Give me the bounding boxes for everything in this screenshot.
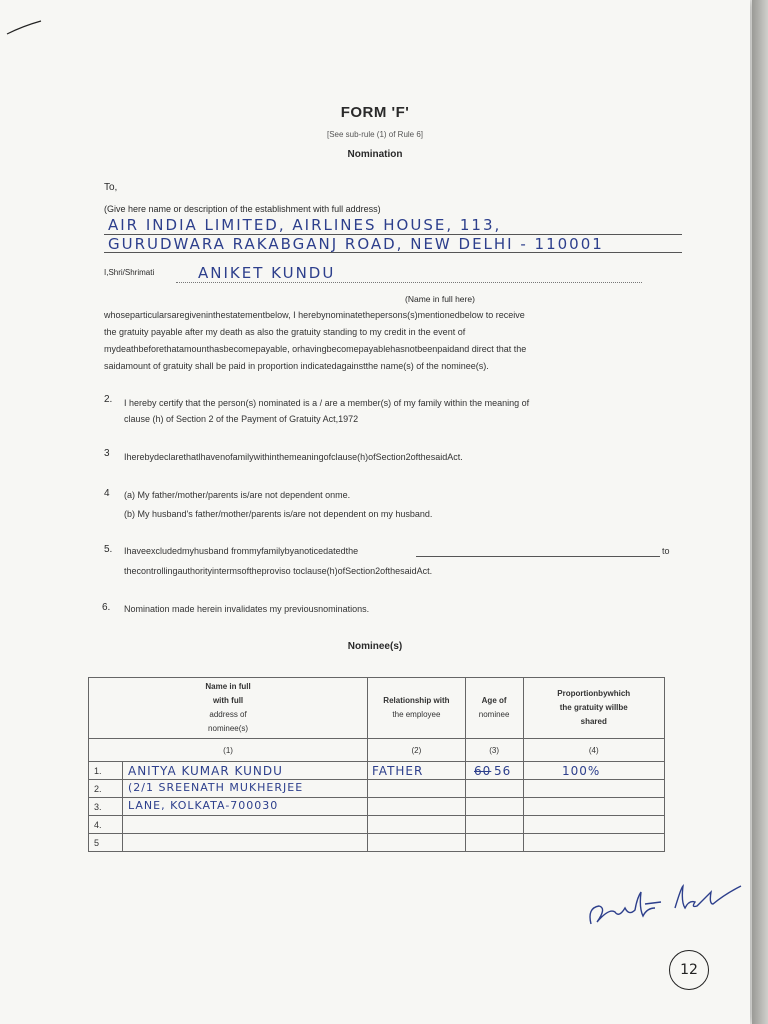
nominee-age-struck: 60 xyxy=(474,764,492,778)
row-number: 1. xyxy=(89,762,123,780)
cell-name xyxy=(122,816,367,834)
item-4a-text: (a) My father/mother/parents is/are not dependent onme. xyxy=(124,490,351,500)
paragraph-line: mydeathbeforethatamounthasbecomepayable, orhavingbecomepayablehasnotbeenpaidand direct that the xyxy=(104,344,527,354)
row-number: 5 xyxy=(89,834,123,852)
notice-date-line xyxy=(416,556,660,557)
table-row xyxy=(89,834,665,852)
header-text: the employee xyxy=(392,710,441,719)
item-3-text: Iherebydeclarethatlhavenofamilywithinthemeaningofclause(h)ofSection2ofthesaidAct. xyxy=(124,452,463,462)
cell-share xyxy=(523,798,665,816)
header-text: Age of xyxy=(481,696,507,705)
nominee-relationship: FATHER xyxy=(372,764,424,778)
cell-age xyxy=(465,816,523,834)
header-text: nominee(s) xyxy=(208,724,249,733)
declaration-paragraph xyxy=(104,307,642,375)
header-text: Relationship with xyxy=(383,696,450,705)
signature xyxy=(585,878,745,938)
header-text: Proportionbywhich xyxy=(557,689,631,698)
name-hint: (Name in full here) xyxy=(405,294,475,304)
cell-age xyxy=(465,834,523,852)
item-4b-text: (b) My husband's father/mother/parents is/are not dependent on my husband. xyxy=(124,509,433,519)
header-relationship xyxy=(368,678,466,739)
establishment-address-line1: AIR INDIA LIMITED, AIRLINES HOUSE, 113, xyxy=(108,216,502,234)
cell-name xyxy=(122,834,367,852)
sub-rule-reference: [See sub-rule (1) of Rule 6] xyxy=(326,130,424,139)
header-proportion xyxy=(523,678,665,739)
row-number: 4. xyxy=(89,816,123,834)
row-number: 2. xyxy=(89,780,123,798)
address-underline-2 xyxy=(104,252,682,253)
header-name-address xyxy=(89,678,368,739)
form-heading: Nomination xyxy=(347,149,403,160)
item-3-number: 3 xyxy=(104,448,110,459)
column-number: (3) xyxy=(465,739,523,762)
item-4-number: 4 xyxy=(104,488,110,499)
row-number: 3. xyxy=(89,798,123,816)
table-row xyxy=(89,816,665,834)
paragraph-line: whoseparticularsaregiveninthestatementbelow, I herebynominatethepersons(s)mentionedbelow to receive xyxy=(104,310,525,320)
nominee-age: 56 xyxy=(494,764,512,778)
nominee-name: ANITYA KUMAR KUNDU xyxy=(128,764,283,778)
item-5-number: 5. xyxy=(104,544,113,555)
header-text: with full xyxy=(212,696,244,705)
item-5-text: Ihaveexcludedmyhusband frommyfamilybyanoticedatedthe xyxy=(124,546,359,556)
table-header-row xyxy=(89,678,665,739)
header-text: shared xyxy=(580,717,607,726)
paragraph-line: saidamount of gratuity shall be paid in proportion indicatedagainstthe name(s) of the nominee(s). xyxy=(104,361,489,371)
cell-age xyxy=(465,798,523,816)
address-instruction: (Give here name or description of the establishment with full address) xyxy=(104,204,381,214)
item-2-text: I hereby certify that the person(s) nominated is a / are a member(s) of my family within the meaning of xyxy=(124,398,530,408)
item-2-text-cont: clause (h) of Section 2 of the Payment of Gratuity Act,1972 xyxy=(124,414,359,424)
item-2-number: 2. xyxy=(104,394,113,405)
item-5-to: to xyxy=(662,546,670,556)
header-text: Name in full xyxy=(205,682,251,691)
column-number: (4) xyxy=(523,739,665,762)
item-5-text-cont: thecontrollingauthorityintermsoftheproviso toclause(h)ofSection2ofthesaidAct. xyxy=(124,566,433,576)
header-age xyxy=(465,678,523,739)
name-dotted-line xyxy=(176,282,642,283)
declarant-name: ANIKET KUNDU xyxy=(198,264,336,282)
nominee-address-line1: (2/1 SREENATH MUKHERJEE xyxy=(128,781,304,794)
pen-mark xyxy=(5,18,45,38)
declarant-prefix: I,Shri/Shrimati xyxy=(104,268,155,277)
page-edge-shadow xyxy=(752,0,768,1024)
paragraph-line: the gratuity payable after my death as also the gratuity standing to my credit in the event of xyxy=(104,327,466,337)
page-number: 12 xyxy=(669,950,709,990)
cell-relationship xyxy=(368,816,466,834)
header-text: address of xyxy=(209,710,247,719)
item-6-text: Nomination made herein invalidates my previousnominations. xyxy=(124,604,370,614)
cell-relationship xyxy=(368,798,466,816)
cell-age xyxy=(465,780,523,798)
header-text: nominee xyxy=(478,710,510,719)
to-label: To, xyxy=(104,182,118,193)
nominees-heading: Nominee(s) xyxy=(347,641,403,652)
cell-share xyxy=(523,816,665,834)
establishment-address-line2: GURUDWARA RAKABGANJ ROAD, NEW DELHI - 110001 xyxy=(108,235,604,253)
cell-share xyxy=(523,780,665,798)
header-text: the gratuity willbe xyxy=(559,703,628,712)
column-number: (2) xyxy=(368,739,466,762)
column-number-row xyxy=(89,739,665,762)
form-title: FORM 'F' xyxy=(340,104,410,121)
column-number: (1) xyxy=(89,739,368,762)
cell-relationship xyxy=(368,780,466,798)
nominee-address-line2: LANE, KOLKATA-700030 xyxy=(128,799,279,812)
item-6-number: 6. xyxy=(102,602,111,613)
cell-share xyxy=(523,834,665,852)
cell-relationship xyxy=(368,834,466,852)
nominee-share: 100% xyxy=(562,764,601,778)
